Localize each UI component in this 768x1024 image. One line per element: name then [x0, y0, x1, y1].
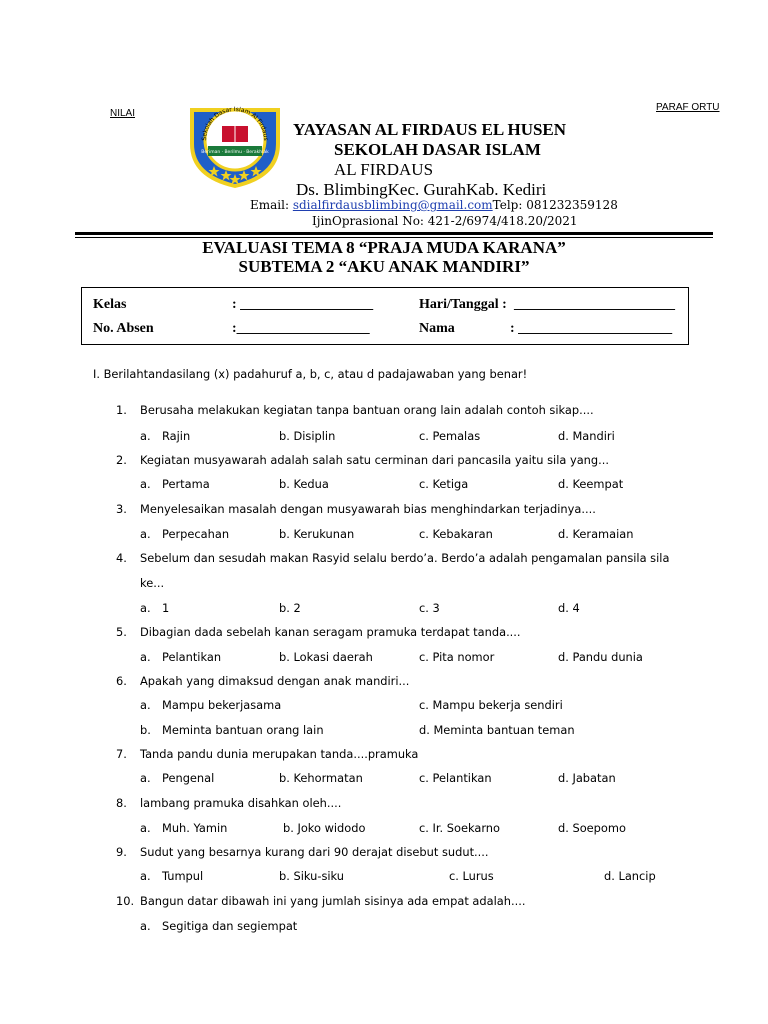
option-b[interactable]: b. Kerukunan [279, 527, 355, 541]
question-text: lambang pramuka disahkan oleh.... [140, 796, 342, 810]
email-link[interactable]: sdialfirdausblimbing@gmail.com [292, 198, 493, 212]
option-a-label: a. [140, 477, 151, 491]
option-a-label: a. [140, 527, 151, 541]
telp-text: Telp: 081232359128 [492, 198, 618, 212]
question-number: 5. [116, 625, 127, 639]
option-a-label: a. [140, 771, 151, 785]
option-a[interactable]: Rajin [162, 429, 191, 443]
foundation-name: YAYASAN AL FIRDAUS EL HUSEN [293, 120, 567, 139]
option-b[interactable]: b. Siku-siku [279, 869, 345, 883]
nama-label: Nama [419, 321, 455, 336]
option-d[interactable]: d. Keramaian [558, 527, 634, 541]
exam-subtitle: SUBTEMA 2 “AKU ANAK MANDIRI” [238, 257, 530, 276]
option-c[interactable]: c. Lurus [449, 869, 494, 883]
option-c[interactable]: c. 3 [419, 601, 440, 615]
nilai-label: NILAI [110, 108, 136, 119]
logo-ribbon-text: Beriman · Berilmu · Berakhlak [201, 150, 269, 155]
question-text: Sudut yang besarnya kurang dari 90 derajat disebut sudut.... [140, 845, 489, 859]
logo-arc-text: Sekolah Dasar Islam Al Firdaus [200, 105, 270, 141]
option-b[interactable]: b. Joko widodo [283, 821, 366, 835]
question-text-continued: ke... [140, 576, 165, 590]
option-b[interactable]: b. Kehormatan [279, 771, 363, 785]
option-b[interactable]: b. Disiplin [279, 429, 336, 443]
option-a-label: a. [140, 869, 151, 883]
kelas-label: Kelas [93, 297, 127, 312]
option-b[interactable]: b. Kedua [279, 477, 329, 491]
question-text: Kegiatan musyawarah adalah salah satu cerminan dari pancasila yaitu sila yang... [140, 453, 609, 467]
option-d[interactable]: d. Lancip [604, 869, 656, 883]
option-c[interactable]: c. Mampu bekerja sendiri [419, 698, 563, 712]
question-number: 3. [116, 502, 127, 516]
paraf-ortu-label: PARAF ORTU [656, 102, 720, 113]
option-a-label: a. [140, 821, 151, 835]
question-text: Tanda pandu dunia merupakan tanda....pramuka [140, 747, 419, 761]
question-number: 2. [116, 453, 127, 467]
option-d[interactable]: d. Keempat [558, 477, 624, 491]
school-name: AL FIRDAUS [334, 160, 434, 179]
kelas-field[interactable]: : ___________________ [232, 297, 374, 312]
contact-line [250, 198, 618, 212]
option-d[interactable]: d. Mandiri [558, 429, 615, 443]
hari-label: Hari/Tanggal : [419, 297, 507, 312]
question-text: Berusaha melakukan kegiatan tanpa bantuan orang lain adalah contoh sikap.... [140, 403, 594, 417]
option-c[interactable]: c. Pelantikan [419, 771, 492, 785]
option-a[interactable]: Tumpul [162, 869, 204, 883]
option-d[interactable]: d. Pandu dunia [558, 650, 643, 664]
option-a[interactable]: 1 [162, 601, 170, 615]
option-a-label: a. [140, 698, 151, 712]
option-c[interactable]: c. Pemalas [419, 429, 481, 443]
option-a[interactable]: Perpecahan [162, 527, 230, 541]
question-text: Dibagian dada sebelah kanan seragam pramuka terdapat tanda.... [140, 625, 521, 639]
option-d[interactable]: d. Meminta bantuan teman [419, 723, 575, 737]
option-d[interactable]: d. Jabatan [558, 771, 616, 785]
option-c[interactable]: c. Pita nomor [419, 650, 495, 664]
question-text: Bangun datar dibawah ini yang jumlah sisinya ada empat adalah.... [140, 894, 526, 908]
option-a[interactable]: Mampu bekerjasama [162, 698, 282, 712]
question-text: Sebelum dan sesudah makan Rasyid selalu berdo’a. Berdo’a adalah pengamalan pansila sila [140, 551, 670, 565]
option-d[interactable]: d. 4 [558, 601, 580, 615]
hari-field[interactable]: _______________________ [514, 297, 675, 312]
option-a[interactable]: Pelantikan [162, 650, 222, 664]
question-text: Menyelesaikan masalah dengan musyawarah bias menghindarkan terjadinya.... [140, 502, 596, 516]
option-b[interactable]: Meminta bantuan orang lain [162, 723, 324, 737]
license-number: IjinOprasional No: 421-2/6974/418.20/2021 [312, 214, 578, 228]
option-a[interactable]: Pertama [162, 477, 210, 491]
question-number: 7. [116, 747, 127, 761]
question-text: Apakah yang dimaksud dengan anak mandiri... [140, 674, 410, 688]
option-c[interactable]: c. Kebakaran [419, 527, 493, 541]
option-c[interactable]: c. Ketiga [419, 477, 469, 491]
email-label: Email: [250, 198, 293, 212]
school-type: SEKOLAH DASAR ISLAM [334, 140, 541, 159]
question-number: 8. [116, 796, 127, 810]
exam-title: EVALUASI TEMA 8 “PRAJA MUDA KARANA” [202, 238, 566, 257]
question-number: 4. [116, 551, 127, 565]
option-d[interactable]: d. Soepomo [558, 821, 626, 835]
option-b[interactable]: b. 2 [279, 601, 301, 615]
option-c[interactable]: c. Ir. Soekarno [419, 821, 500, 835]
school-address: Ds. BlimbingKec. GurahKab. Kediri [296, 180, 547, 199]
option-a-label: a. [140, 429, 151, 443]
nama-field[interactable]: : ______________________ [510, 321, 673, 336]
question-number: 10. [116, 894, 135, 908]
option-a-label: a. [140, 919, 151, 933]
option-a[interactable]: Pengenal [162, 771, 215, 785]
option-a-label: a. [140, 650, 151, 664]
instruction-text: I. Berilahtandasilang (x) padahuruf a, b, c, atau d padajawaban yang benar! [93, 367, 528, 381]
option-a[interactable]: Muh. Yamin [162, 821, 228, 835]
option-b[interactable]: b. Lokasi daerah [279, 650, 373, 664]
option-a-label: a. [140, 601, 151, 615]
header-rule-thick [75, 232, 713, 235]
question-number: 1. [116, 403, 127, 417]
school-logo [186, 100, 284, 190]
option-a[interactable]: Segitiga dan segiempat [162, 919, 298, 933]
question-number: 9. [116, 845, 127, 859]
absen-field[interactable]: :___________________ [232, 321, 370, 336]
question-number: 6. [116, 674, 127, 688]
absen-label: No. Absen [93, 321, 154, 336]
option-b-label: b. [140, 723, 151, 737]
